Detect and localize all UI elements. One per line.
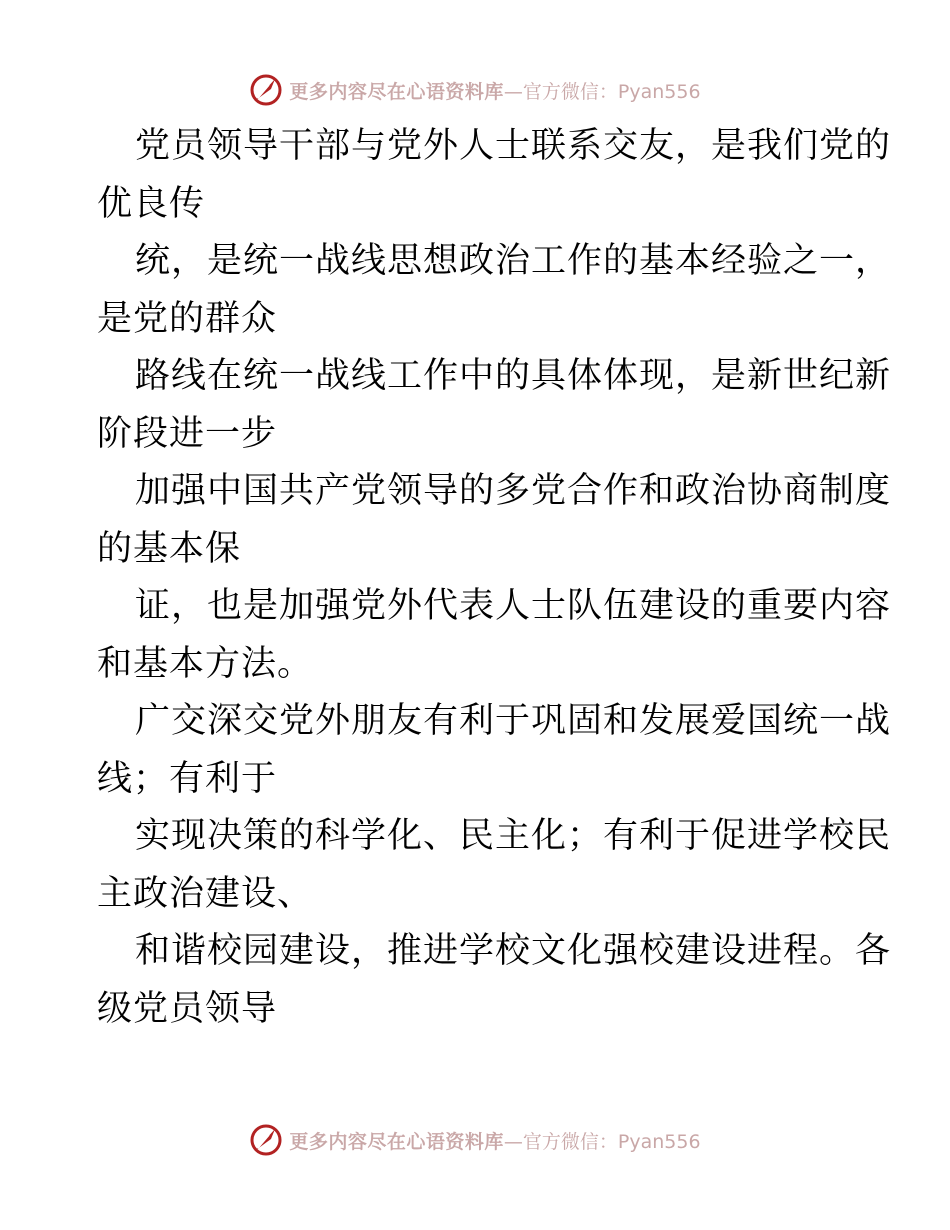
body-line: 和基本方法。 [97,643,314,684]
body-line: 党员领导干部与党外人士联系交友，是我们党的 [135,126,892,166]
body-line: 是党的群众 [97,298,278,339]
footer-brand-text: 更多内容尽在心语资料库 [289,1130,504,1153]
footer-watermark [0,1120,950,1160]
header-contact-text: —官方微信：Pyan556 [503,80,701,103]
quill-logo-icon [249,73,283,107]
body-line: 广交深交党外朋友有利于巩固和发展爱国统一战 [135,701,892,741]
quill-logo-icon [249,1123,283,1157]
body-line: 统，是统一战线思想政治工作的基本经验之一， [135,241,892,281]
body-line: 优良传 [97,183,206,224]
body-line: 级党员领导 [97,988,278,1029]
header-watermark [0,70,950,110]
body-line: 和谐校园建设，推进学校文化强校建设进程。各 [135,931,892,971]
body-line: 路线在统一战线工作中的具体体现，是新世纪新 [135,356,892,396]
body-line: 线；有利于 [97,758,278,799]
body-line: 主政治建设、 [97,873,314,914]
footer-contact-text: —官方微信：Pyan556 [503,1130,701,1153]
body-line: 阶段进一步 [97,413,278,454]
body-line: 的基本保 [97,528,242,569]
body-line: 实现决策的科学化、民主化；有利于促进学校民 [135,816,892,856]
body-line: 加强中国共产党领导的多党合作和政治协商制度 [135,471,892,511]
header-brand-text: 更多内容尽在心语资料库 [289,80,504,103]
document-body [97,118,892,1038]
body-line: 证，也是加强党外代表人士队伍建设的重要内容 [135,586,892,626]
